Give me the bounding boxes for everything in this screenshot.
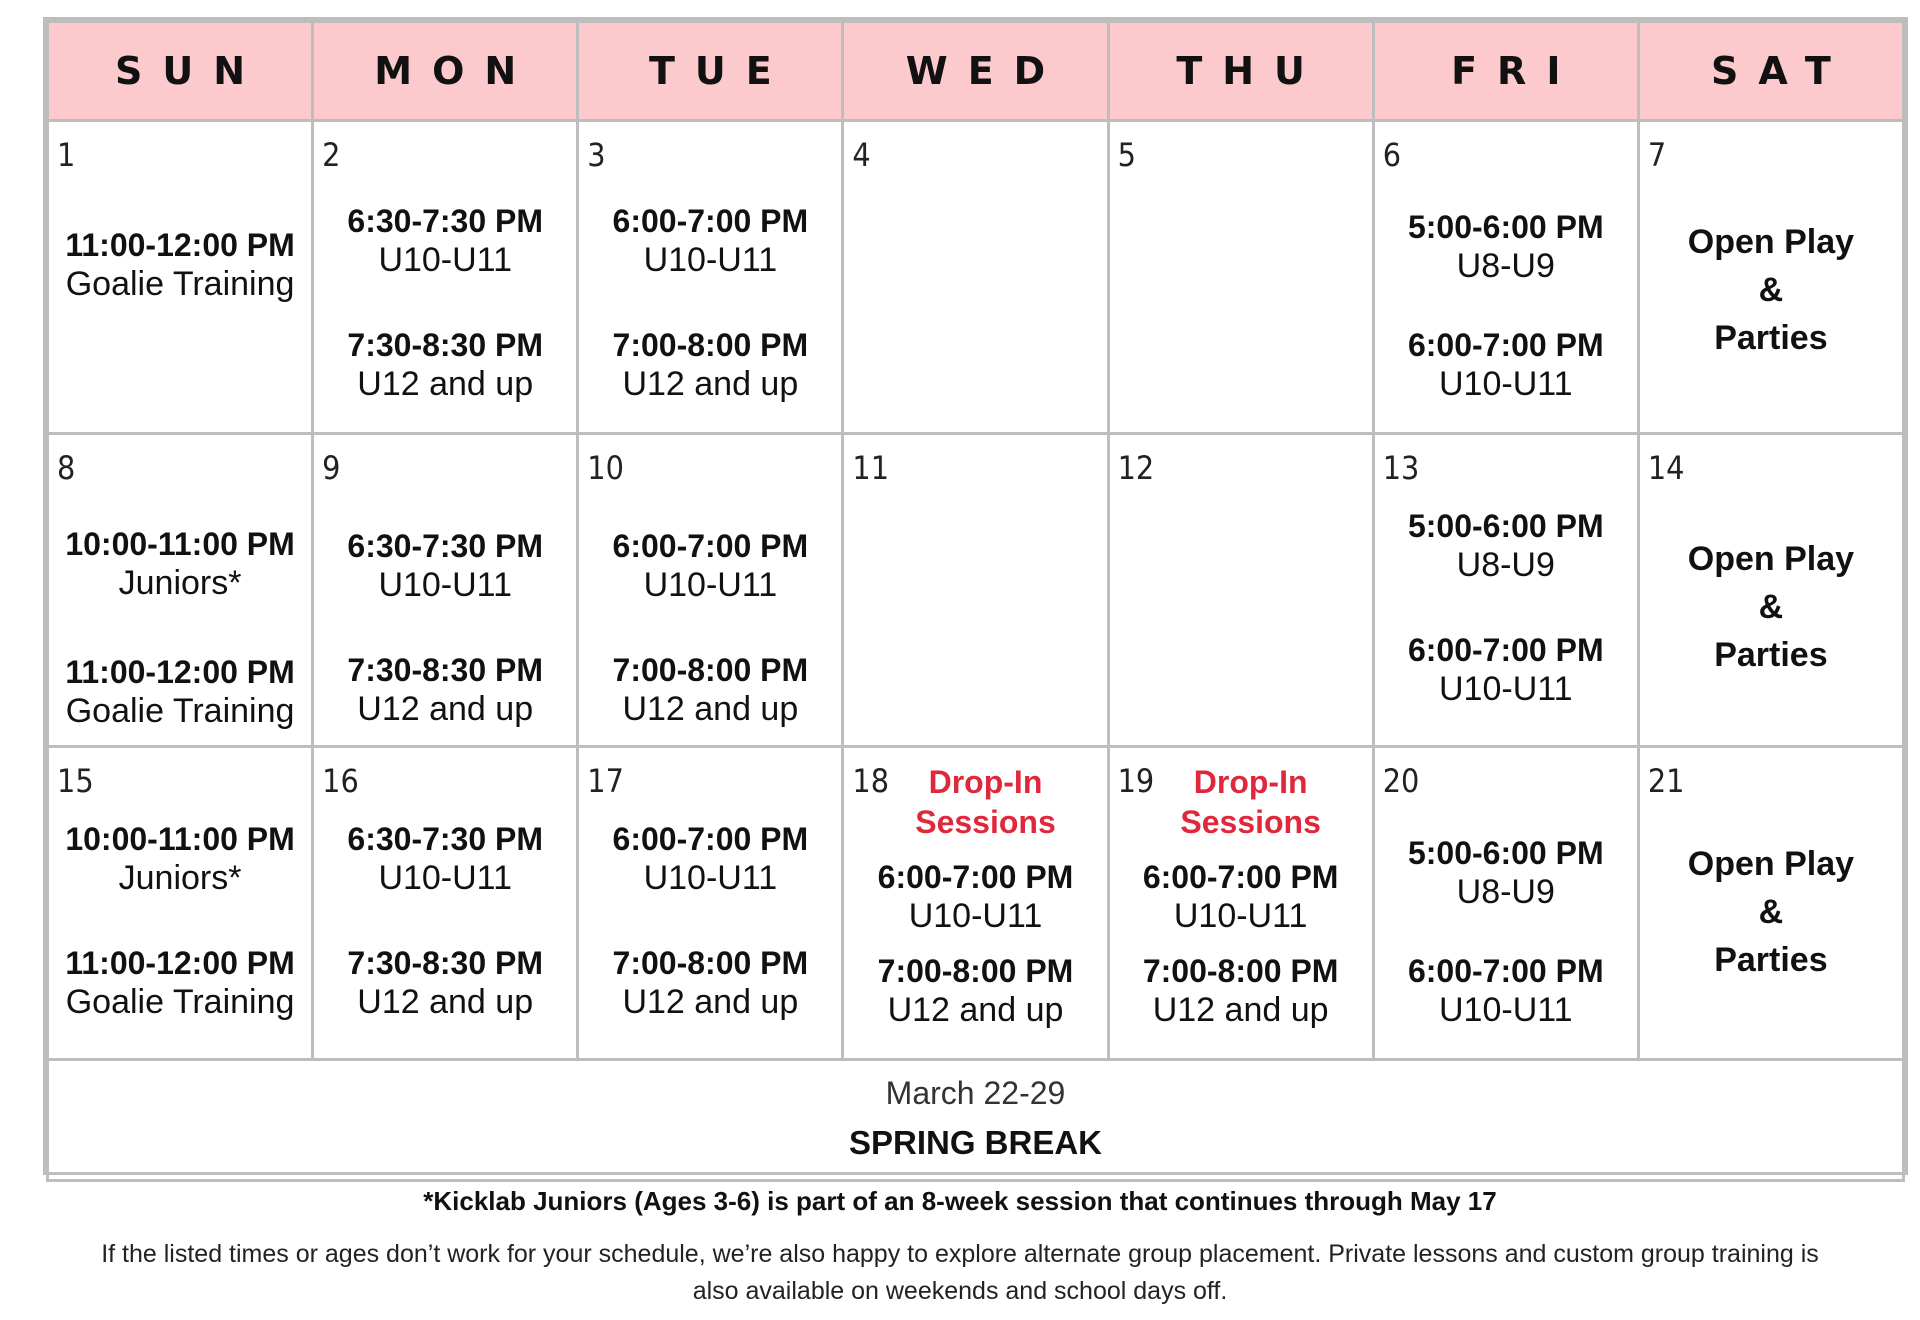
day-number: 17 [587,762,624,800]
parties-label: Parties [1714,636,1828,674]
session [314,820,576,898]
session [49,944,311,1022]
session-group: U10-U11 [378,859,512,897]
session [844,858,1106,936]
session [1110,858,1372,936]
day-cell [843,434,1108,747]
day-number: 9 [322,449,341,487]
drop-in-label [844,762,1106,842]
session [1110,952,1372,1030]
day-number: 4 [852,136,871,174]
juniors-footnote: *Kicklab Juniors (Ages 3-6) is part of an 8-week session that continues through May 17 [423,1186,1497,1216]
day-cell [48,121,313,434]
week-row [48,121,1904,434]
day-number: 3 [587,136,606,174]
session-time: 7:00-8:00 PM [612,945,809,981]
session-group: Juniors* [118,564,242,602]
day-cell [313,121,578,434]
day-number: 12 [1117,449,1155,487]
session-group: U10-U11 [643,859,778,897]
session-group: U10-U11 [378,566,512,604]
parties-label: Parties [1714,941,1828,979]
session-time: 6:00-7:00 PM [612,203,809,239]
day-number: 18 [852,762,890,800]
day-cell [843,747,1108,1060]
open-play-label: Open Play [1687,540,1855,578]
day-cell [1638,747,1903,1060]
session-group: U8-U9 [1456,873,1555,911]
session-group: U10-U11 [1439,365,1573,403]
open-play-label: Open Play [1687,223,1855,261]
weekday-tue: TUE [578,22,843,121]
week-row [48,434,1904,747]
session [579,651,841,729]
session-time: 6:00-7:00 PM [1407,327,1604,363]
session [49,525,311,603]
session-time: 5:00-6:00 PM [1407,835,1604,871]
day-cell [1373,121,1638,434]
session [1375,208,1637,286]
session-group: Goalie Training [65,265,295,303]
session-group: U10-U11 [1439,991,1573,1029]
session-time: 6:00-7:00 PM [877,859,1074,895]
session [844,952,1106,1030]
day-cell [48,434,313,747]
open-play [1640,535,1902,679]
open-play [1640,218,1902,362]
session-group: U10-U11 [908,897,1043,935]
sessions-text: Sessions [1180,804,1321,840]
session-group: U12 and up [357,983,534,1021]
day-cell [1373,747,1638,1060]
day-number: 11 [852,449,890,487]
session-time: 10:00-11:00 PM [65,821,295,857]
session [579,944,841,1022]
weekday-wed: WED [843,22,1108,121]
session-group: U12 and up [887,991,1064,1029]
calendar-grid [46,20,1905,1182]
session [49,820,311,898]
drop-in-text: Drop-In [1193,764,1308,800]
session-time: 7:30-8:30 PM [347,327,544,363]
session-group: U10-U11 [1173,897,1308,935]
session [314,651,576,729]
session-time: 7:00-8:00 PM [612,327,809,363]
day-cell [1373,434,1638,747]
session-time: 6:00-7:00 PM [1142,859,1339,895]
session-group: U12 and up [622,983,799,1021]
drop-in-text: Drop-In [928,764,1043,800]
session-group: U10-U11 [643,241,778,279]
spring-break-dates: March 22-29 [885,1075,1066,1111]
session [579,527,841,605]
spring-break-cell [48,1060,1904,1181]
open-play-ampersand: & [1758,271,1784,309]
day-cell [578,121,843,434]
day-number: 1 [57,136,76,174]
session-time: 6:30-7:30 PM [347,528,544,564]
day-number: 10 [587,449,624,487]
weekday-sat: SAT [1638,22,1903,121]
session-time: 7:00-8:00 PM [1142,953,1339,989]
sessions-text: Sessions [915,804,1056,840]
session-group: Goalie Training [65,692,295,730]
session-group: Goalie Training [65,983,295,1021]
weekday-sun: SUN [48,22,313,121]
day-number: 19 [1117,762,1155,800]
session-time: 6:00-7:00 PM [612,821,809,857]
day-cell [578,434,843,747]
day-number: 16 [322,762,359,800]
day-number: 20 [1382,762,1420,800]
session [49,226,311,304]
session-group: U8-U9 [1456,546,1555,584]
session-time: 6:30-7:30 PM [347,203,544,239]
weekday-header-row [48,22,1904,121]
session-time: 10:00-11:00 PM [65,526,295,562]
day-cell [1108,434,1373,747]
session [1375,834,1637,912]
spring-break-title: SPRING BREAK [848,1124,1103,1161]
session-time: 5:00-6:00 PM [1407,508,1604,544]
day-cell [48,747,313,1060]
session [579,202,841,280]
session-group: U10-U11 [643,566,778,604]
week-row [48,747,1904,1060]
weekday-mon: MON [313,22,578,121]
session [314,202,576,280]
session-group: U8-U9 [1456,247,1555,285]
session-time: 7:30-8:30 PM [347,652,544,688]
day-number: 6 [1382,136,1402,174]
session-time: 6:00-7:00 PM [1407,953,1604,989]
session-time: 6:30-7:30 PM [347,821,544,857]
day-number: 5 [1117,136,1136,174]
day-number: 2 [322,136,341,174]
session-time: 6:00-7:00 PM [612,528,809,564]
open-play-ampersand: & [1758,588,1784,626]
session-group: Juniors* [118,859,242,897]
session-time: 7:00-8:00 PM [877,953,1074,989]
drop-in-label [1110,762,1372,842]
day-cell [1638,121,1903,434]
day-cell [313,434,578,747]
open-play [1640,840,1902,984]
day-cell [1108,747,1373,1060]
open-play-ampersand: & [1758,893,1784,931]
day-number: 8 [57,449,76,487]
day-number: 15 [57,762,94,800]
session-group: U10-U11 [378,241,512,279]
session [579,820,841,898]
session-group: U10-U11 [1439,670,1573,708]
session [1375,631,1637,709]
session-time: 11:00-12:00 PM [65,227,295,263]
session-group: U12 and up [622,690,799,728]
session [314,527,576,605]
parties-label: Parties [1714,319,1828,357]
day-number: 21 [1647,762,1685,800]
session [1375,326,1637,404]
day-cell [313,747,578,1060]
session-group: U12 and up [1152,991,1329,1029]
spring-break-row [48,1060,1904,1181]
day-number: 7 [1647,136,1667,174]
day-cell [843,121,1108,434]
session [49,653,311,731]
session-time: 7:00-8:00 PM [612,652,809,688]
schedule-note: If the listed times or ages don’t work for your schedule, we’re also happy to explore alternate group placement. Private lessons and custom group training is also available on weekends and school days off. [101,1240,1819,1305]
session-time: 11:00-12:00 PM [65,945,295,981]
session-time: 5:00-6:00 PM [1407,209,1604,245]
session [1375,507,1637,585]
day-cell [1108,121,1373,434]
day-number: 13 [1382,449,1420,487]
calendar [43,17,1908,1175]
session-group: U12 and up [357,690,534,728]
session-time: 6:00-7:00 PM [1407,632,1604,668]
weekday-fri: FRI [1373,22,1638,121]
session [579,326,841,404]
day-number: 14 [1647,449,1685,487]
session-time: 7:30-8:30 PM [347,945,544,981]
session [314,326,576,404]
session [314,944,576,1022]
session [1375,952,1637,1030]
weekday-thu: THU [1108,22,1373,121]
session-time: 11:00-12:00 PM [65,654,295,690]
session-group: U12 and up [357,365,534,403]
day-cell [578,747,843,1060]
open-play-label: Open Play [1687,845,1855,883]
day-cell [1638,434,1903,747]
session-group: U12 and up [622,365,799,403]
